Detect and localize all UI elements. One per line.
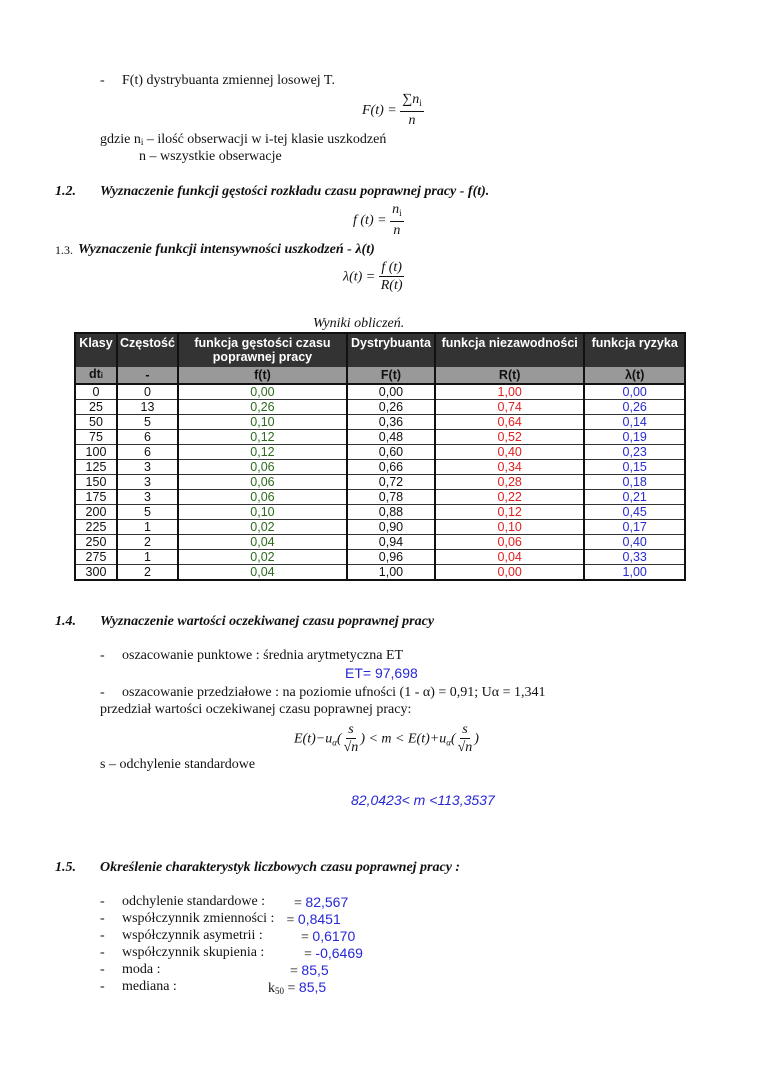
where-prefix: gdzie n xyxy=(100,132,141,147)
cell-distribution: 0,94 xyxy=(347,535,435,550)
formula-fraction xyxy=(379,260,405,295)
bullet-dash: - xyxy=(100,962,105,977)
where-line-2: n – wszystkie obserwacje xyxy=(139,149,282,164)
section-title-1-2: Wyznaczenie funkcji gęstości rozkładu czasu poprawnej pracy - f(t). xyxy=(100,184,490,199)
subheader-f: f(t) xyxy=(178,367,347,385)
cell-hazard: 0,26 xyxy=(584,400,685,415)
cell-class: 275 xyxy=(75,550,117,565)
cell-distribution: 0,26 xyxy=(347,400,435,415)
cell-reliability: 0,64 xyxy=(435,415,584,430)
cell-density: 0,06 xyxy=(178,490,347,505)
std-dev-description: s – odchylenie standardowe xyxy=(100,757,256,772)
stat-value: 85,5 xyxy=(298,979,327,995)
formula-numerator: ∑n xyxy=(402,92,420,107)
cell-density: 0,10 xyxy=(178,505,347,520)
cell-reliability: 0,22 xyxy=(435,490,584,505)
cell-distribution: 0,72 xyxy=(347,475,435,490)
formula-denominator: n xyxy=(408,113,416,128)
cell-reliability: 0,28 xyxy=(435,475,584,490)
section-number-1-5: 1.5. xyxy=(55,860,76,875)
formula-hazard-function xyxy=(343,260,405,295)
subheader-lambda: λ(t) xyxy=(584,367,685,385)
cell-hazard: 0,40 xyxy=(584,535,685,550)
stat-value-group xyxy=(283,911,341,929)
cell-frequency: 1 xyxy=(117,520,178,535)
stat-label: współczynnik skupienia : xyxy=(122,945,265,960)
cell-reliability: 0,06 xyxy=(435,535,584,550)
cell-reliability: 0,12 xyxy=(435,505,584,520)
stat-value-group xyxy=(268,979,326,997)
table-row xyxy=(75,415,685,430)
subheader-dt xyxy=(75,367,117,385)
cell-distribution: 0,48 xyxy=(347,430,435,445)
point-estimate-label: oszacowanie punktowe : średnia arytmetyczna ET xyxy=(122,648,404,663)
cell-reliability: 0,10 xyxy=(435,520,584,535)
stat-equals: = xyxy=(283,913,298,928)
header-reliability: funkcja niezawodności xyxy=(435,333,584,367)
table-row xyxy=(75,400,685,415)
cell-reliability: 0,00 xyxy=(435,565,584,581)
cell-density: 0,12 xyxy=(178,445,347,460)
cell-class: 225 xyxy=(75,520,117,535)
interval-estimate-label: oszacowanie przedziałowe : na poziomie ufności (1 - α) = 0,91; Uα = 1,341 xyxy=(122,685,546,700)
stat-prefix: k xyxy=(268,981,275,996)
formula-numerator: n xyxy=(392,202,400,217)
section-title-1-4: Wyznaczenie wartości oczekiwanej czasu poprawnej pracy xyxy=(100,614,435,629)
cell-hazard: 0,19 xyxy=(584,430,685,445)
stat-value: 85,5 xyxy=(301,962,329,978)
cell-distribution: 0,78 xyxy=(347,490,435,505)
where-line-1 xyxy=(100,132,386,148)
subheader-R: R(t) xyxy=(435,367,584,385)
formula-numerator-sub: i xyxy=(419,98,422,108)
cell-frequency: 3 xyxy=(117,475,178,490)
interval-result: 82,0423< m <113,3537 xyxy=(351,792,495,808)
cell-reliability: 0,40 xyxy=(435,445,584,460)
subheader-dash: - xyxy=(117,367,178,385)
cell-class: 150 xyxy=(75,475,117,490)
cell-hazard: 0,17 xyxy=(584,520,685,535)
cell-class: 25 xyxy=(75,400,117,415)
stat-prefix-sub: 50 xyxy=(275,986,284,996)
cell-frequency: 3 xyxy=(117,460,178,475)
subheader-F: F(t) xyxy=(347,367,435,385)
formula-denominator: R(t) xyxy=(380,278,403,293)
stat-value-group xyxy=(287,894,348,912)
stat-label: współczynnik asymetrii : xyxy=(122,928,263,943)
cell-class: 0 xyxy=(75,384,117,400)
cell-distribution: 0,00 xyxy=(347,384,435,400)
bullet-dash: - xyxy=(100,928,105,943)
formula-lhs: λ(t) = xyxy=(343,269,376,285)
formula-lhs: f (t) = xyxy=(353,213,387,229)
table-row xyxy=(75,535,685,550)
cell-class: 125 xyxy=(75,460,117,475)
bullet-dash: - xyxy=(100,73,105,88)
cell-class: 250 xyxy=(75,535,117,550)
cell-hazard: 0,15 xyxy=(584,460,685,475)
cell-density: 0,06 xyxy=(178,460,347,475)
table-body xyxy=(75,384,685,580)
where-sub: i xyxy=(140,137,144,147)
cell-class: 50 xyxy=(75,415,117,430)
cell-density: 0,06 xyxy=(178,475,347,490)
bullet-dash: - xyxy=(100,685,105,700)
formula-distribution-function xyxy=(362,92,424,130)
cell-class: 300 xyxy=(75,565,117,581)
cell-class: 75 xyxy=(75,430,117,445)
stat-equals: = xyxy=(284,981,299,996)
cell-class: 100 xyxy=(75,445,117,460)
section-title-1-5: Określenie charakterystyk liczbowych czasu poprawnej pracy : xyxy=(100,860,461,875)
bullet-dash: - xyxy=(100,911,105,926)
stat-label: odchylenie standardowe : xyxy=(122,894,266,909)
cell-density: 0,02 xyxy=(178,550,347,565)
table-row xyxy=(75,430,685,445)
stat-label: moda : xyxy=(122,962,161,977)
formula-fraction xyxy=(390,202,404,240)
cell-hazard: 0,23 xyxy=(584,445,685,460)
cell-density: 0,02 xyxy=(178,520,347,535)
cell-hazard: 0,21 xyxy=(584,490,685,505)
cell-distribution: 0,66 xyxy=(347,460,435,475)
cell-frequency: 2 xyxy=(117,535,178,550)
interval-description: przedział wartości oczekiwanej czasu poprawnej pracy: xyxy=(100,702,412,717)
cell-hazard: 0,33 xyxy=(584,550,685,565)
cell-hazard: 0,14 xyxy=(584,415,685,430)
table-header-row xyxy=(75,333,685,367)
table-row xyxy=(75,505,685,520)
distribution-definition: F(t) dystrybuanta zmiennej losowej T. xyxy=(122,73,335,88)
table-row xyxy=(75,460,685,475)
results-table xyxy=(74,332,686,581)
stat-value: 0,8451 xyxy=(297,911,341,927)
formula-confidence-interval: $E(t)-u_\alpha$( $\frac{s}{√n}$ ) < $m < E(t)+u_\alpha$( $\frac{s}{√n}$ ) xyxy=(294,722,479,755)
cell-distribution: 0,36 xyxy=(347,415,435,430)
cell-reliability: 0,04 xyxy=(435,550,584,565)
formula-numerator-sub: i xyxy=(399,208,402,218)
subheader-dt-sub: i xyxy=(100,371,103,380)
stat-value-group xyxy=(290,945,363,963)
stat-value-group xyxy=(290,962,329,980)
section-title-1-3: Wyznaczenie funkcji intensywności uszkodzeń - λ(t) xyxy=(78,242,375,257)
formula-fraction xyxy=(400,92,424,130)
table-row xyxy=(75,445,685,460)
cell-frequency: 2 xyxy=(117,565,178,581)
cell-density: 0,04 xyxy=(178,535,347,550)
cell-hazard: 0,18 xyxy=(584,475,685,490)
table-row xyxy=(75,490,685,505)
cell-density: 0,00 xyxy=(178,384,347,400)
cell-frequency: 5 xyxy=(117,505,178,520)
header-frequency: Częstość xyxy=(117,333,178,367)
header-distribution: Dystrybuanta xyxy=(347,333,435,367)
table-row xyxy=(75,475,685,490)
cell-frequency: 3 xyxy=(117,490,178,505)
cell-hazard: 1,00 xyxy=(584,565,685,581)
cell-density: 0,10 xyxy=(178,415,347,430)
stat-value: -0,6469 xyxy=(315,945,363,961)
bullet-dash: - xyxy=(100,945,105,960)
cell-distribution: 0,96 xyxy=(347,550,435,565)
cell-reliability: 1,00 xyxy=(435,384,584,400)
formula-lhs: F(t) = xyxy=(362,103,397,119)
where-suffix: – ilość obserwacji w i-tej klasie uszkodzeń xyxy=(143,132,387,147)
stat-value: 0,6170 xyxy=(312,928,356,944)
cell-frequency: 1 xyxy=(117,550,178,565)
stat-equals: = xyxy=(287,896,306,911)
cell-hazard: 0,00 xyxy=(584,384,685,400)
table-caption: Wyniki obliczeń. xyxy=(313,316,405,331)
section-number-1-2: 1.2. xyxy=(55,184,76,199)
cell-frequency: 0 xyxy=(117,384,178,400)
stat-equals: = xyxy=(287,930,313,945)
stat-equals: = xyxy=(290,947,316,962)
stat-equals: = xyxy=(290,964,302,979)
table-row xyxy=(75,565,685,581)
formula-numerator: f (t) xyxy=(381,260,402,275)
table-row xyxy=(75,520,685,535)
bullet-dash: - xyxy=(100,979,105,994)
bullet-dash: - xyxy=(100,648,105,663)
table-row xyxy=(75,550,685,565)
cell-frequency: 6 xyxy=(117,445,178,460)
stat-value-group xyxy=(287,928,355,946)
stat-label: współczynnik zmienności : xyxy=(122,911,275,926)
cell-distribution: 0,60 xyxy=(347,445,435,460)
stat-value: 82,567 xyxy=(305,894,349,910)
header-classes: Klasy xyxy=(75,333,117,367)
subheader-dt-text: dt xyxy=(88,367,101,381)
bullet-dash: - xyxy=(100,894,105,909)
cell-reliability: 0,34 xyxy=(435,460,584,475)
table-row xyxy=(75,384,685,400)
cell-hazard: 0,45 xyxy=(584,505,685,520)
cell-reliability: 0,74 xyxy=(435,400,584,415)
formula-denominator: n xyxy=(393,223,401,238)
cell-frequency: 6 xyxy=(117,430,178,445)
cell-reliability: 0,52 xyxy=(435,430,584,445)
cell-class: 175 xyxy=(75,490,117,505)
cell-class: 200 xyxy=(75,505,117,520)
cell-frequency: 13 xyxy=(117,400,178,415)
point-estimate-value: ET= 97,698 xyxy=(345,665,418,681)
section-number-1-4: 1.4. xyxy=(55,614,76,629)
cell-distribution: 0,88 xyxy=(347,505,435,520)
stat-label: mediana : xyxy=(122,979,177,994)
table-subheader-row xyxy=(75,367,685,385)
header-hazard: funkcja ryzyka xyxy=(584,333,685,367)
formula-density-function xyxy=(353,202,404,240)
section-number-1-3: 1.3. xyxy=(55,243,73,257)
cell-distribution: 0,90 xyxy=(347,520,435,535)
cell-frequency: 5 xyxy=(117,415,178,430)
cell-density: 0,12 xyxy=(178,430,347,445)
header-density: funkcja gęstości czasu poprawnej pracy xyxy=(178,333,347,367)
cell-density: 0,04 xyxy=(178,565,347,581)
cell-distribution: 1,00 xyxy=(347,565,435,581)
cell-density: 0,26 xyxy=(178,400,347,415)
